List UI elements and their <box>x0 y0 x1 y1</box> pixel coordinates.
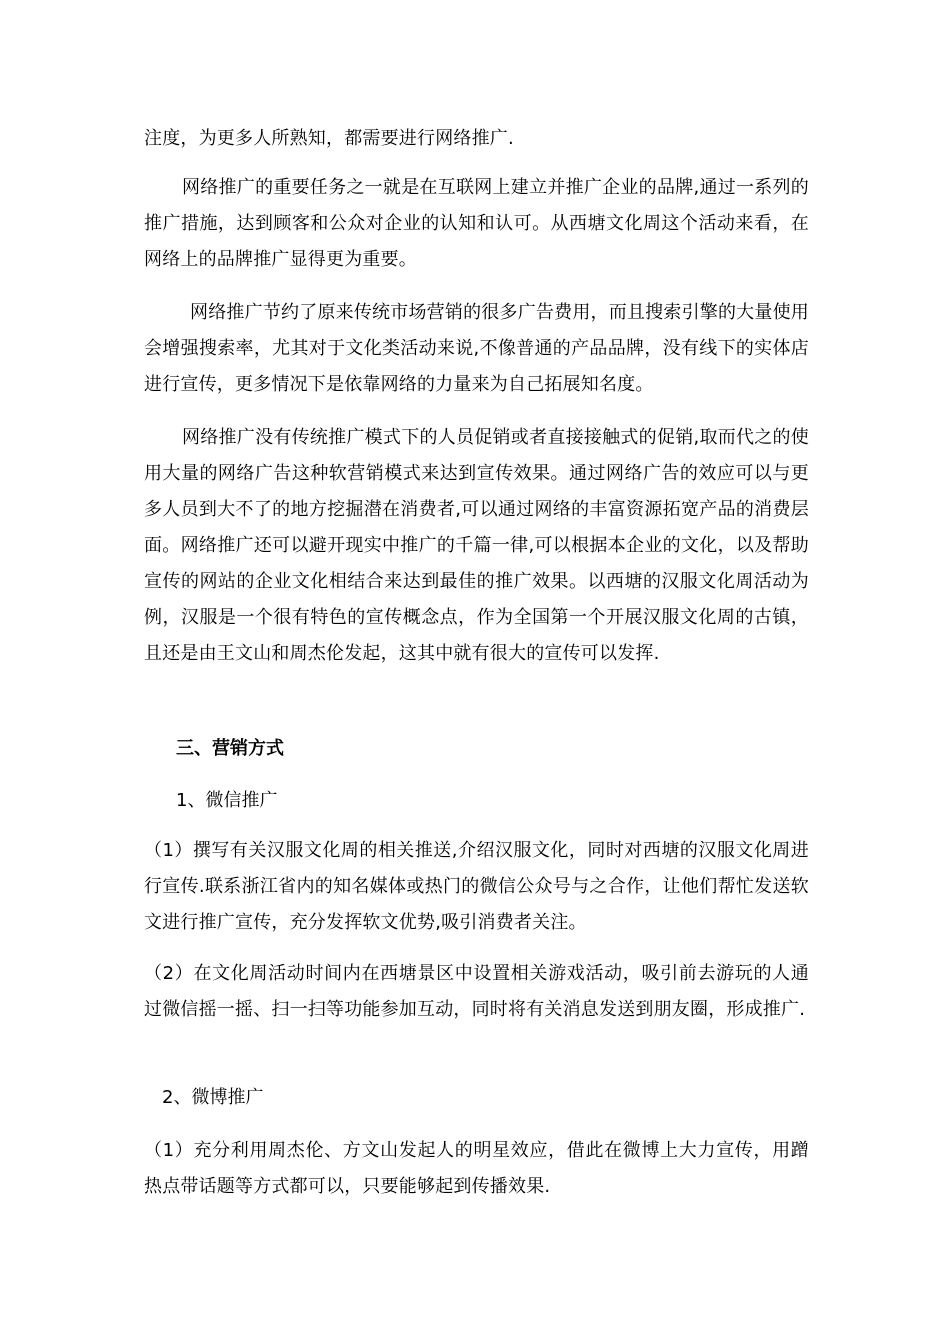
section-heading-marketing-methods: 三、营销方式 <box>176 738 284 759</box>
subheading-weibo-promotion: 2、微博推广 <box>162 1087 264 1108</box>
list-item-wechat-1: （1）撰写有关汉服文化周的相关推送,介绍汉服文化，同时对西塘的汉服文化周进行宣传.联系浙江省内的知名媒体或热门的微信公众号与之合作，让他们帮忙发送软文进行推广宣传，充分发挥软文优势,吸引消费者关注。 <box>144 840 809 933</box>
paragraph-cost-saving: 网络推广节约了原来传统市场营销的很多广告费用，而且搜索引擎的大量使用会增强搜索率，尤其对于文化类活动来说,不像普通的产品品牌，没有线下的实体店进行宣传，更多情况下是依靠网络的力量来为自己拓展知名度。 <box>144 302 809 395</box>
list-item-wechat-2: （2）在文化周活动时间内在西塘景区中设置相关游戏活动，吸引前去游玩的人通过微信摇一摇、扫一扫等功能参加互动，同时将有关消息发送到朋友圈，形成推广. <box>144 963 809 1020</box>
list-item-weibo-1: （1）充分利用周杰伦、方文山发起人的明星效应，借此在微博上大力宣传，用蹭热点带话题等方式都可以，只要能够起到传播效果. <box>144 1140 809 1197</box>
paragraph-soft-marketing: 网络推广没有传统推广模式下的人员促销或者直接接触式的促销,取而代之的使用大量的网络广告这种软营销模式来达到宣传效果。通过网络广告的效应可以与更多人员到大不了的地方挖掘潜在消费者,可以通过网络的丰富资源拓宽产品的消费层面。网络推广还可以避开现实中推广的千篇一律,可以根据本企业的文化，以及帮助宣传的网站的企业文化相结合来达到最佳的推广效果。以西塘的汉服文化周活动为例，汉服是一个很有特色的宣传概念点，作为全国第一个开展汉服文化周的古镇，且还是由王文山和周杰伦发起，这其中就有很大的宣传可以发挥. <box>144 427 809 664</box>
paragraph-brand-promotion: 网络推广的重要任务之一就是在互联网上建立并推广企业的品牌,通过一系列的推广措施，达到顾客和公众对企业的认知和认可。从西塘文化周这个活动来看，在网络上的品牌推广显得更为重要。 <box>144 177 809 270</box>
subheading-wechat-promotion: 1、微信推广 <box>176 790 278 811</box>
paragraph-continuation: 注度，为更多人所熟知，都需要进行网络推广. <box>144 128 514 149</box>
